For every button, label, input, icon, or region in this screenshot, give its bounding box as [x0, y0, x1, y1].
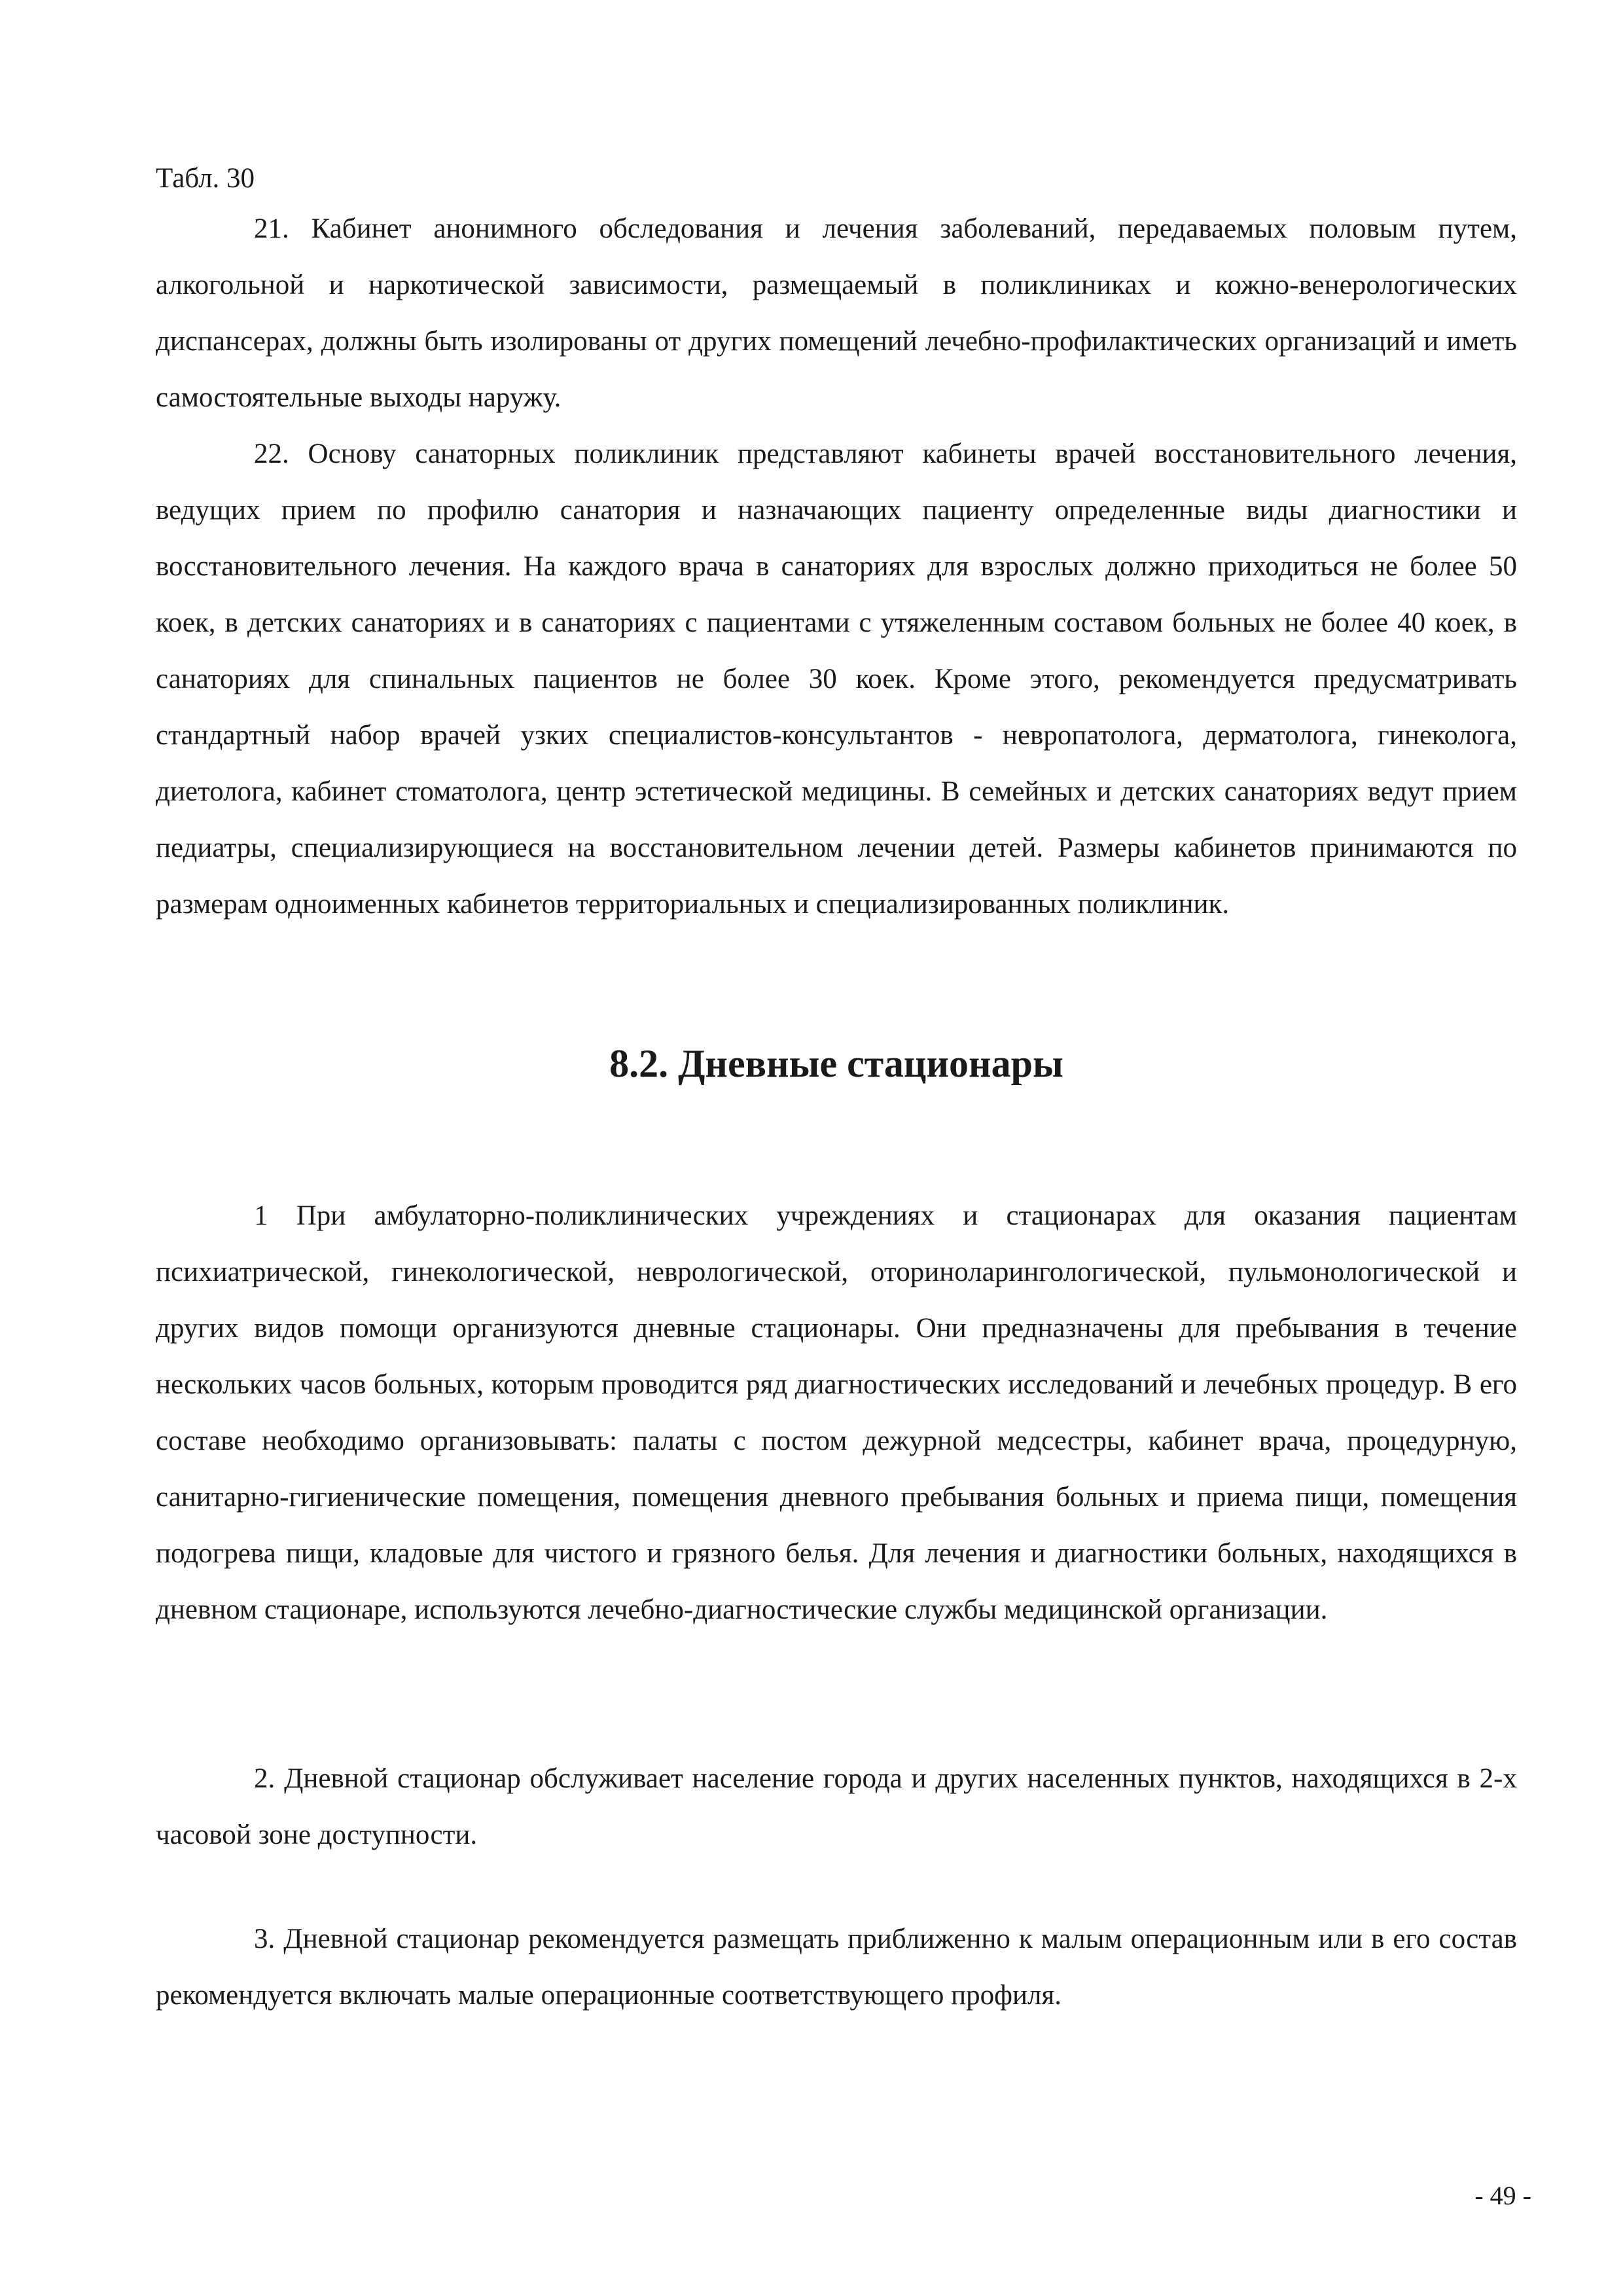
paragraph-22: 22. Основу санаторных поликлиник представляют кабинеты врачей восстановительного лечения, ведущих прием по профилю санатория и назначающих пациенту определенные виды диагностики и восстановительного лечения. На каждого врача в санаториях для взрослых должно приходиться не более 50 коек, в детских санаториях и в санаториях с пациентами с утяжеленным составом больных не более 40 коек, в санаториях для спинальных пациентов не более 30 коек. Кроме этого, рекомендуется предусматривать стандартный набор врачей узких специалистов-консультантов - невропатолога, дерматолога, гинеколога, диетолога, кабинет стоматолога, центр эстетической медицины. В семейных и детских санаториях ведут прием педиатры, специализирующиеся на восстановительном лечении детей. Размеры кабинетов принимаются по размерам одноименных кабинетов территориальных и специализированных поликлиник. [156, 439, 1517, 920]
section-paragraph-2: 2. Дневной стационар обслуживает население города и других населенных пунктов, находящихся в 2-х часовой зоне доступности. [156, 1763, 1517, 1850]
table-reference: Табл. 30 [156, 163, 255, 194]
section-paragraph-3: 3. Дневной стационар рекомендуется размещать приближенно к малым операционным или в его состав рекомендуется включать малые операционные соответствующего профиля. [156, 1924, 1517, 2011]
page-number: - 49 - [1474, 2181, 1531, 2210]
section-paragraph-1: 1 При амбулаторно-поликлинических учреждениях и стационарах для оказания пациентам психиатрической, гинекологической, неврологической, оториноларингологической, пульмонологической и других видов помощи организуются дневные стационары. Они предназначены для пребывания в течение нескольких часов больных, которым проводится ряд диагностических исследований и лечебных процедур. В его составе необходимо организовывать: палаты с постом дежурной медсестры, кабинет врача, процедурную, санитарно-гигиенические помещения, помещения дневного пребывания больных и приема пищи, помещения подогрева пищи, кладовые для чистого и грязного белья. Для лечения и диагностики больных, находящихся в дневном стационаре, используются лечебно-диагностические службы медицинской организации. [156, 1200, 1517, 1625]
paragraph-21: 21. Кабинет анонимного обследования и лечения заболеваний, передаваемых половым путем, алкогольной и наркотической зависимости, размещаемый в поликлиниках и кожно-венерологических диспансерах, должны быть изолированы от других помещений лечебно-профилактических организаций и иметь самостоятельные выходы наружу. [156, 213, 1517, 413]
section-heading: 8.2. Дневные стационары [609, 1042, 1063, 1085]
